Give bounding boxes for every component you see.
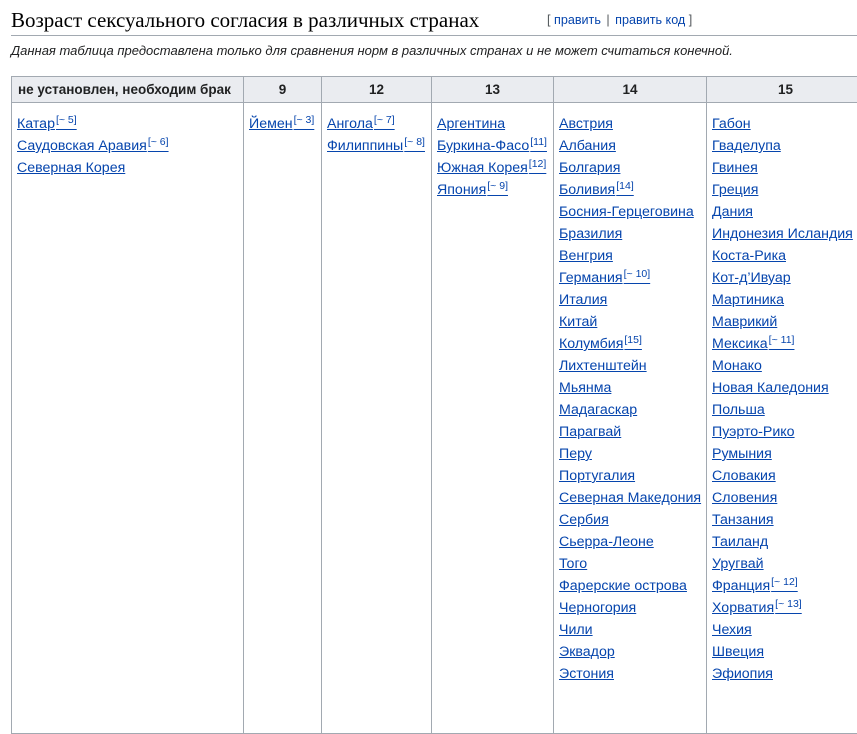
country-name: Эфиопия	[712, 666, 773, 682]
country-link[interactable]	[559, 641, 706, 663]
section-title: Возраст сексуального согласия в различных странах	[11, 8, 479, 33]
country-link[interactable]	[712, 509, 857, 531]
reference-link[interactable]: [14]	[616, 180, 634, 192]
table-note: Данная таблица предоставлена только для сравнения норм в различных странах и не может считаться конечной.	[11, 43, 733, 58]
country-name: Гвинея	[712, 160, 758, 176]
country-name: Катар	[17, 116, 55, 132]
country-name: Франция	[712, 578, 770, 594]
country-link[interactable]	[559, 201, 706, 223]
country-link[interactable]	[559, 245, 706, 267]
country-name: Мадагаскар	[559, 402, 637, 418]
country-name: Южная Корея	[437, 160, 528, 176]
column-age-13	[432, 103, 554, 734]
country-name: Танзания	[712, 512, 774, 528]
country-name: Мартиника	[712, 292, 784, 308]
country-name: Румыния	[712, 446, 772, 462]
section-heading	[11, 7, 857, 36]
country-link[interactable]	[17, 135, 243, 157]
country-name: Буркина-Фасо	[437, 138, 529, 154]
country-name: Швеция	[712, 644, 764, 660]
country-name: Хорватия	[712, 600, 774, 616]
country-link[interactable]	[712, 531, 857, 553]
edit-code-link[interactable]: править код	[615, 13, 685, 27]
header-age-15: 15	[707, 77, 857, 103]
country-name: Пуэрто-Рико	[712, 424, 795, 440]
country-link[interactable]	[17, 113, 243, 135]
reference-link[interactable]: [11]	[530, 136, 547, 148]
column-age-15	[707, 103, 857, 734]
country-name: Мексика	[712, 336, 768, 352]
country-link[interactable]	[559, 399, 706, 421]
country-name: Йемен	[249, 116, 293, 132]
country-link[interactable]	[712, 135, 857, 157]
reference-link[interactable]: [~ 6]	[148, 136, 169, 148]
reference-link[interactable]: [~ 8]	[404, 136, 425, 148]
country-link[interactable]	[437, 179, 553, 201]
country-name: Сербия	[559, 512, 609, 528]
country-name: Сьерра-Леоне	[559, 534, 654, 550]
country-link[interactable]	[712, 355, 857, 377]
country-link[interactable]	[712, 641, 857, 663]
country-name: Того	[559, 556, 587, 572]
country-name: Ангола	[327, 116, 373, 132]
column-age-12	[322, 103, 432, 734]
country-link[interactable]	[712, 157, 857, 179]
country-name: Боливия	[559, 182, 615, 198]
country-link[interactable]	[559, 179, 706, 201]
country-name: Болгария	[559, 160, 620, 176]
country-link[interactable]	[712, 289, 857, 311]
edit-separator: |	[606, 13, 609, 27]
reference-link[interactable]: [~ 7]	[374, 114, 395, 126]
country-link[interactable]	[559, 333, 706, 355]
country-name: Дания	[712, 204, 753, 220]
country-name: Кот-д’Ивуар	[712, 270, 791, 286]
country-name: Китай	[559, 314, 597, 330]
country-name: Лихтенштейн	[559, 358, 647, 374]
country-name: Фарерские острова	[559, 578, 687, 594]
country-link[interactable]	[712, 487, 857, 509]
country-link[interactable]	[559, 443, 706, 465]
country-name: Чехия	[712, 622, 752, 638]
country-name: Черногория	[559, 600, 636, 616]
country-link[interactable]	[559, 267, 706, 289]
reference-link[interactable]: [~ 5]	[56, 114, 77, 126]
column-age-9	[244, 103, 322, 734]
country-name: Португалия	[559, 468, 635, 484]
country-link[interactable]	[559, 289, 706, 311]
column-age-14	[554, 103, 707, 734]
reference-link[interactable]: [~ 13]	[775, 598, 802, 610]
country-link[interactable]	[559, 355, 706, 377]
countries-row	[12, 103, 857, 734]
reference-link[interactable]: [12]	[529, 158, 547, 170]
header-age-13: 13	[432, 77, 554, 103]
country-link[interactable]	[559, 223, 706, 245]
country-name: Германия	[559, 270, 623, 286]
edit-section-links	[547, 13, 692, 27]
header-age-9: 9	[244, 77, 322, 103]
country-link[interactable]	[712, 311, 857, 333]
header-age-12: 12	[322, 77, 432, 103]
country-link[interactable]	[249, 113, 321, 135]
country-link[interactable]	[712, 597, 857, 619]
country-name: Венгрия	[559, 248, 613, 264]
country-link[interactable]	[327, 113, 431, 135]
country-name: Бразилия	[559, 226, 622, 242]
country-link[interactable]	[559, 421, 706, 443]
country-link[interactable]	[712, 201, 857, 223]
country-link[interactable]	[559, 597, 706, 619]
country-link[interactable]	[559, 465, 706, 487]
country-link[interactable]	[559, 135, 706, 157]
country-link[interactable]	[559, 377, 706, 399]
country-link[interactable]	[559, 663, 706, 685]
country-link[interactable]	[712, 113, 857, 135]
country-name: Босния-Герцеговина	[559, 204, 694, 220]
country-link[interactable]	[712, 443, 857, 465]
country-name: Эквадор	[559, 644, 615, 660]
country-name: Филиппины	[327, 138, 403, 154]
country-link[interactable]	[559, 509, 706, 531]
country-link[interactable]	[559, 531, 706, 553]
reference-link[interactable]: [~ 3]	[294, 114, 315, 126]
country-link[interactable]	[17, 157, 243, 179]
country-link[interactable]	[712, 619, 857, 641]
country-name: Перу	[559, 446, 592, 462]
reference-link[interactable]: [~ 10]	[624, 268, 651, 280]
country-name: Новая Каледония	[712, 380, 829, 396]
country-name: Италия	[559, 292, 607, 308]
country-name: Греция	[712, 182, 758, 198]
country-link[interactable]	[327, 135, 431, 157]
country-name: Австрия	[559, 116, 613, 132]
reference-link[interactable]: [~ 11]	[769, 334, 795, 346]
country-name: Мьянма	[559, 380, 611, 396]
country-link[interactable]	[712, 333, 857, 355]
country-link[interactable]	[559, 575, 706, 597]
country-name: Таиланд	[712, 534, 768, 550]
reference-link[interactable]: [15]	[624, 334, 642, 346]
country-link[interactable]	[712, 421, 857, 443]
country-link[interactable]	[559, 487, 706, 509]
country-name: Эстония	[559, 666, 614, 682]
edit-open-bracket: [	[547, 13, 551, 27]
header-row	[12, 77, 857, 103]
header-age-14: 14	[554, 77, 707, 103]
country-name: Саудовская Аравия	[17, 138, 147, 154]
country-link[interactable]	[712, 377, 857, 399]
country-link[interactable]	[712, 465, 857, 487]
country-name: Япония	[437, 182, 486, 198]
country-link[interactable]	[437, 113, 553, 135]
country-name: Маврикий	[712, 314, 777, 330]
country-name: Монако	[712, 358, 762, 374]
edit-link[interactable]: править	[554, 13, 601, 27]
country-link[interactable]	[712, 267, 857, 289]
country-name: Парагвай	[559, 424, 621, 440]
country-link[interactable]	[712, 575, 857, 597]
country-link[interactable]	[559, 553, 706, 575]
reference-link[interactable]: [~ 9]	[487, 180, 508, 192]
country-link[interactable]	[559, 113, 706, 135]
country-name: Словения	[712, 490, 777, 506]
country-name: Колумбия	[559, 336, 623, 352]
country-link[interactable]	[712, 553, 857, 575]
reference-link[interactable]: [~ 12]	[771, 576, 798, 588]
country-link[interactable]	[712, 399, 857, 421]
country-link[interactable]	[559, 311, 706, 333]
column-marriage-required	[12, 103, 244, 734]
country-name: Албания	[559, 138, 616, 154]
country-name: Коста-Рика	[712, 248, 786, 264]
edit-close-bracket: ]	[689, 13, 693, 27]
country-name: Словакия	[712, 468, 776, 484]
country-link[interactable]	[559, 619, 706, 641]
header-marriage-required: не установлен, необходим брак	[12, 77, 244, 103]
country-link[interactable]	[437, 135, 553, 157]
country-link[interactable]	[712, 245, 857, 267]
country-name: Индонезия Исландия	[712, 226, 853, 242]
country-name: Польша	[712, 402, 765, 418]
country-link[interactable]	[437, 157, 553, 179]
country-link[interactable]	[712, 663, 857, 685]
country-name: Северная Корея	[17, 160, 125, 176]
country-name: Северная Македония	[559, 490, 701, 506]
country-name: Аргентина	[437, 116, 505, 132]
country-name: Гваделупа	[712, 138, 781, 154]
age-of-consent-table	[11, 76, 857, 734]
country-name: Уругвай	[712, 556, 764, 572]
country-link[interactable]	[712, 223, 857, 245]
country-name: Чили	[559, 622, 593, 638]
country-link[interactable]	[559, 157, 706, 179]
country-name: Габон	[712, 116, 751, 132]
country-link[interactable]	[712, 179, 857, 201]
